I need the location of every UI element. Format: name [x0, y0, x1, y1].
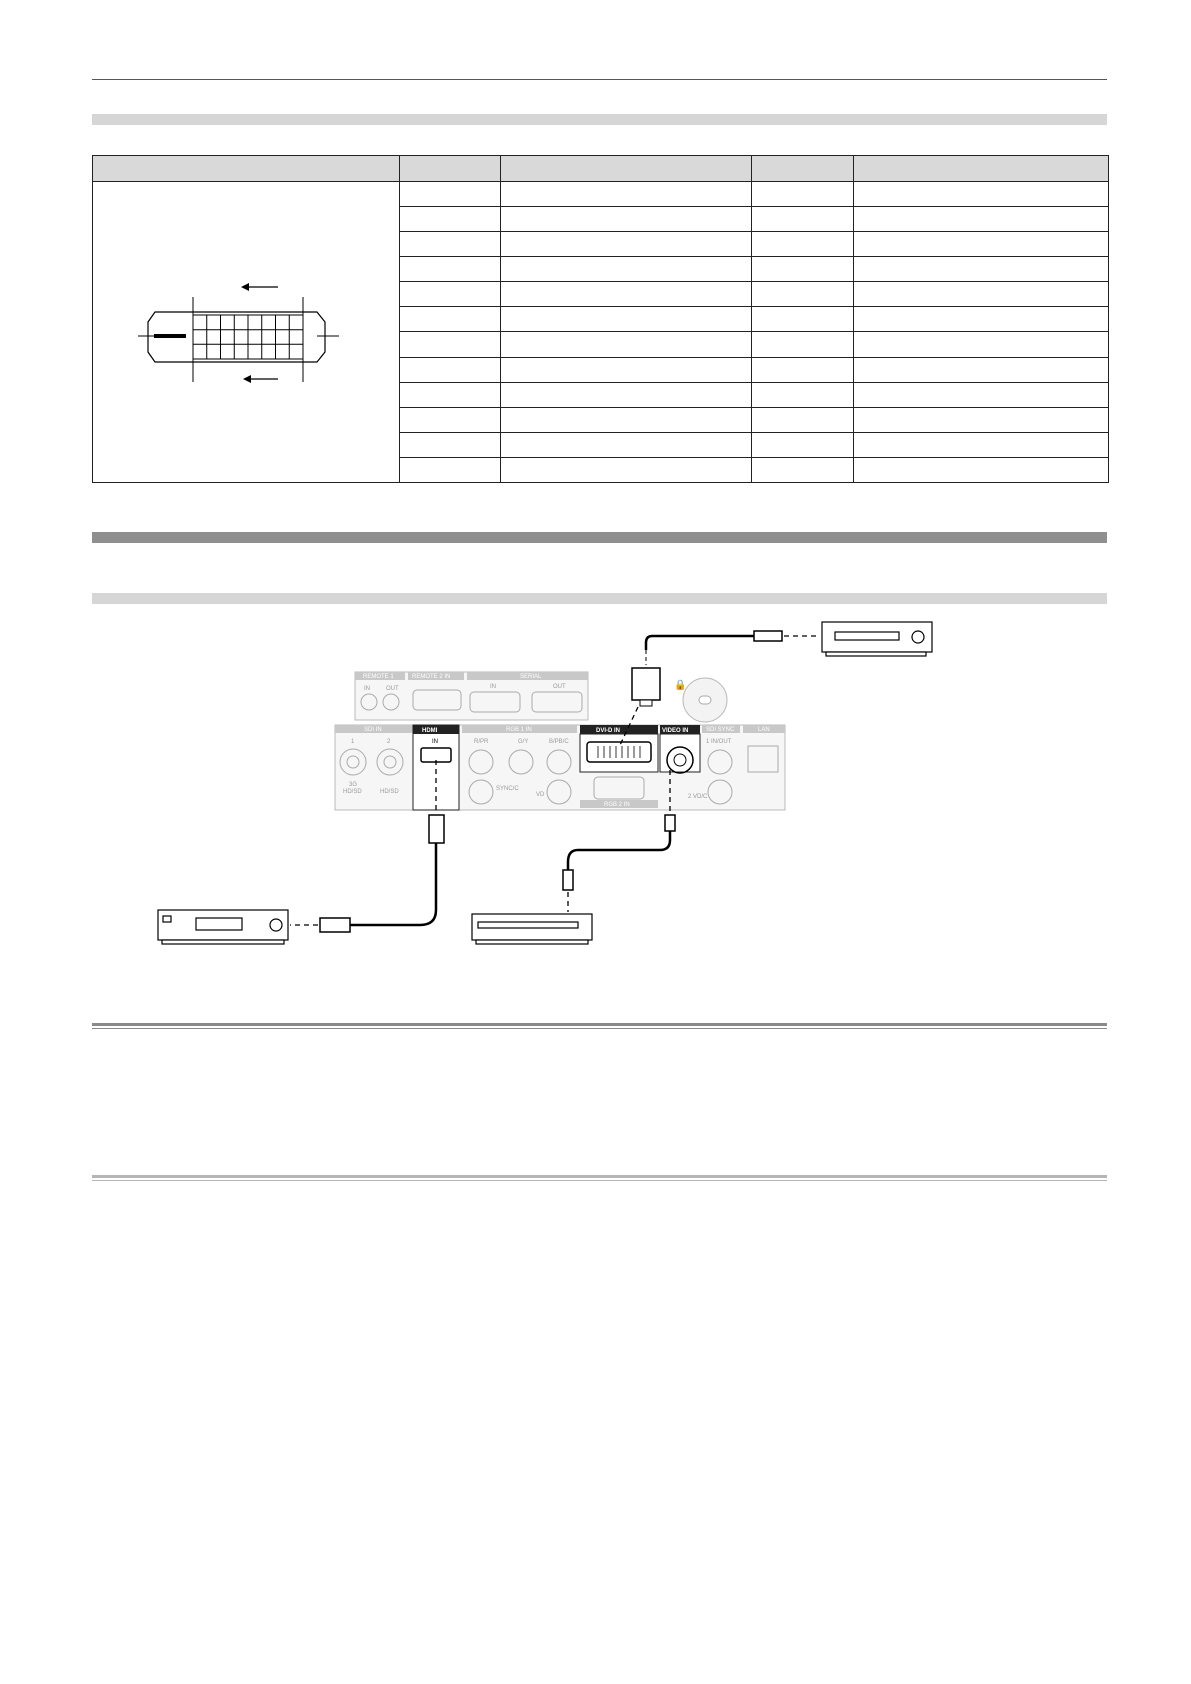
sdi-2-label: 2	[387, 739, 391, 745]
lower-terminal-panel	[335, 725, 785, 810]
sync-out-label: 1 IN/OUT	[706, 739, 732, 745]
table-cell	[854, 207, 1109, 232]
sdi-1-label: 1	[351, 739, 355, 745]
section-heading-band-connecting	[92, 532, 1107, 543]
table-header-row	[93, 156, 1109, 182]
rgb1-in-label: RGB 1 IN	[506, 727, 532, 733]
rca-plug	[563, 870, 573, 890]
serial-out-label: OUT	[553, 684, 566, 690]
sdi-in-label: SDI IN	[364, 727, 382, 733]
dvi-connector-diagram	[93, 182, 403, 482]
rgb1-sync-label: SYNC/C	[496, 786, 519, 792]
table-cell	[501, 182, 752, 207]
sdi-hdsd-label-2: HD/SD	[380, 789, 399, 795]
table-cell	[501, 357, 752, 382]
table-header-cell	[400, 156, 501, 182]
remote1-label: REMOTE 1	[363, 674, 394, 680]
vcr-bottom	[472, 914, 592, 944]
table-cell	[400, 407, 501, 432]
table-header-cell	[501, 156, 752, 182]
dvid-terminal-block	[580, 734, 658, 772]
table-cell	[501, 232, 752, 257]
table-cell	[752, 407, 854, 432]
serial-in-label: IN	[490, 684, 496, 690]
table-row	[93, 182, 1109, 207]
table-cell	[400, 257, 501, 282]
dvi-plug	[632, 668, 660, 700]
table-cell	[752, 357, 854, 382]
table-cell	[854, 357, 1109, 382]
dvi-pin-figure	[93, 182, 403, 482]
table-cell	[501, 257, 752, 282]
table-cell	[854, 257, 1109, 282]
table-cell	[501, 282, 752, 307]
table-cell	[854, 407, 1109, 432]
table-cell	[752, 257, 854, 282]
table-cell	[400, 282, 501, 307]
sdi-3g-label: 3G	[349, 782, 358, 788]
hdmi-plug	[429, 815, 444, 843]
attention-section-rule	[92, 1175, 1107, 1181]
pin-assignment-table	[92, 155, 1109, 483]
table-cell	[752, 457, 854, 482]
rgb2-in-label: RGB 2 IN	[604, 802, 630, 808]
rgb1-bpb-label: B/PB/C	[549, 739, 569, 745]
table-cell	[854, 182, 1109, 207]
rgb1-rpr-label: R/PR	[474, 739, 489, 745]
note-section-rule	[92, 1023, 1107, 1029]
table-cell	[400, 232, 501, 257]
table-cell	[854, 332, 1109, 357]
sdi-sync-label: SDI SYNC	[706, 727, 735, 733]
table-cell	[400, 357, 501, 382]
table-cell	[501, 207, 752, 232]
lock-icon: 🔒	[674, 680, 687, 691]
table-cell	[854, 382, 1109, 407]
remote1-out-label: OUT	[386, 686, 399, 692]
remote1-in-label: IN	[364, 686, 370, 692]
table-cell	[854, 232, 1109, 257]
table-cell	[854, 432, 1109, 457]
connection-example-diagram	[0, 600, 1191, 960]
rgb1-vd-label: VD	[536, 792, 545, 798]
table-cell	[400, 332, 501, 357]
table-cell	[854, 282, 1109, 307]
dvi-device-plug	[754, 631, 782, 641]
lan-label: LAN	[758, 727, 770, 733]
bnc-plug	[665, 815, 675, 831]
dvi-pin-figure-cell	[93, 182, 400, 483]
table-cell	[501, 307, 752, 332]
table-cell	[501, 407, 752, 432]
table-cell	[400, 432, 501, 457]
table-header-cell	[93, 156, 400, 182]
hdmi-device-plug	[320, 918, 350, 932]
serial-label: SERIAL	[520, 674, 542, 680]
dvid-in-label: DVI-D IN	[596, 728, 620, 734]
video-in-label: VIDEO IN	[662, 728, 689, 734]
hdmi-label: HDMI	[422, 728, 438, 734]
sdi-hdsd-label-1: HD/SD	[343, 789, 362, 795]
table-cell	[752, 232, 854, 257]
dvd-player	[158, 910, 288, 944]
table-cell	[400, 382, 501, 407]
rgb1-gy-label: G/Y	[518, 739, 529, 745]
table-cell	[752, 182, 854, 207]
table-cell	[752, 307, 854, 332]
table-header-cell	[752, 156, 854, 182]
table-cell	[501, 382, 752, 407]
table-cell	[752, 282, 854, 307]
table-cell	[752, 207, 854, 232]
table-cell	[501, 457, 752, 482]
table-cell	[752, 382, 854, 407]
table-cell	[752, 432, 854, 457]
remote2-label: REMOTE 2 IN	[412, 674, 451, 680]
sync-2-label: 2 VD/C	[688, 794, 708, 800]
table-cell	[400, 207, 501, 232]
table-cell	[400, 182, 501, 207]
table-cell	[854, 457, 1109, 482]
table-cell	[400, 307, 501, 332]
table-cell	[400, 457, 501, 482]
table-header-cell	[854, 156, 1109, 182]
hdmi-in-label: IN	[432, 739, 438, 745]
table-cell	[501, 432, 752, 457]
table-cell	[752, 332, 854, 357]
header-rule	[92, 79, 1107, 80]
vcr-top-right	[822, 622, 932, 656]
table-cell	[854, 307, 1109, 332]
table-cell	[501, 332, 752, 357]
section-heading-band-pin-assignment	[92, 114, 1107, 125]
